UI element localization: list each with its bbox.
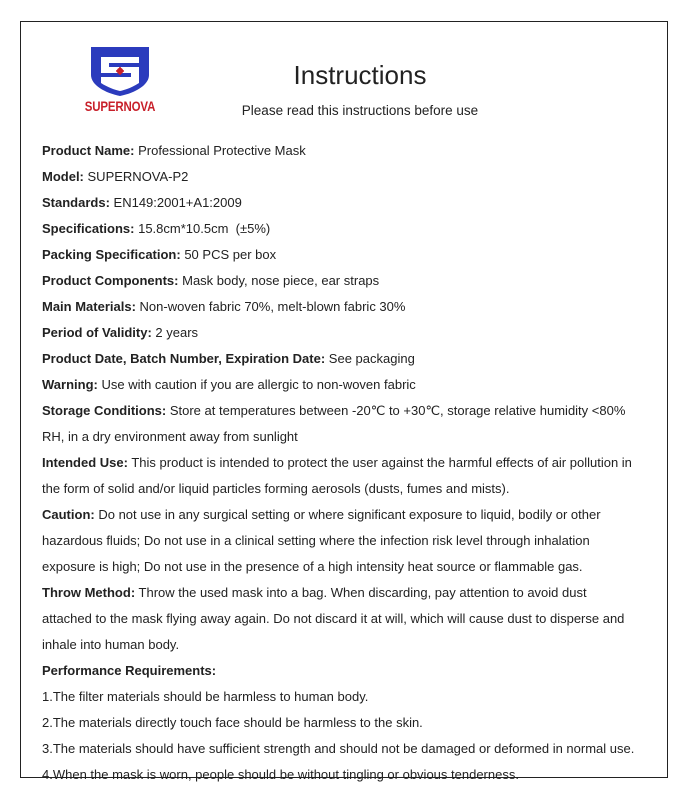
field-label: Standards:: [42, 195, 110, 210]
field-line: [42, 268, 662, 294]
field-value: 4.When the mask is worn, people should be without tingling or obvious tenderness.: [42, 767, 519, 782]
field-value: Mask body, nose piece, ear straps: [182, 273, 380, 288]
field-line: [42, 554, 662, 580]
field-line: [42, 216, 662, 242]
field-label: Product Date, Batch Number, Expiration Date:: [42, 351, 326, 366]
field-label: Main Materials:: [42, 299, 136, 314]
shield-s-icon: [87, 45, 153, 97]
field-line: [42, 632, 662, 658]
field-value: attached to the mask flying away again. Do not discard it at will, which will cause dust to disperse and: [42, 611, 625, 626]
field-label: Product Name:: [42, 143, 135, 158]
field-line: [42, 528, 662, 554]
field-value: Do not use in any surgical setting or where significant exposure to liquid, bodily or other: [98, 507, 601, 522]
field-line: [42, 710, 662, 736]
field-line: [42, 138, 662, 164]
field-label: Warning:: [42, 377, 98, 392]
field-label: Model:: [42, 169, 84, 184]
field-line: [42, 502, 662, 528]
field-label: Caution:: [42, 507, 95, 522]
field-value: Store at temperatures between -20℃ to +30℃, storage relative humidity <80%: [169, 403, 626, 418]
field-value: This product is intended to protect the user against the harmful effects of air pollution in: [131, 455, 632, 470]
field-line: [42, 320, 662, 346]
field-line: [42, 346, 662, 372]
instructions-body: [42, 138, 662, 788]
field-label: Performance Requirements:: [42, 663, 217, 678]
field-line: [42, 372, 662, 398]
field-label: Period of Validity:: [42, 325, 152, 340]
field-line: [42, 294, 662, 320]
field-label: Intended Use:: [42, 455, 128, 470]
field-line: [42, 450, 662, 476]
field-value: SUPERNOVA-P2: [87, 169, 189, 184]
field-value: 3.The materials should have sufficient strength and should not be damaged or deformed in normal use.: [42, 741, 635, 756]
logo: [70, 45, 170, 125]
field-line: [42, 398, 662, 424]
field-value: exposure is high; Do not use in the presence of a high intensity heat source or flammable gas.: [42, 559, 583, 574]
field-value: Professional Protective Mask: [138, 143, 306, 158]
field-line: [42, 476, 662, 502]
field-line: [42, 658, 662, 684]
field-line: [42, 762, 662, 788]
field-value: Throw the used mask into a bag. When discarding, pay attention to avoid dust: [138, 585, 587, 600]
field-value: Non-woven fabric 70%, melt-blown fabric 30%: [139, 299, 406, 314]
field-line: [42, 684, 662, 710]
field-value: 1.The filter materials should be harmless to human body.: [42, 689, 369, 704]
field-value: 2.The materials directly touch face should be harmless to the skin.: [42, 715, 423, 730]
field-label: Specifications:: [42, 221, 135, 236]
field-line: [42, 242, 662, 268]
field-value: hazardous fluids; Do not use in a clinical setting where the infection risk level through inhalation: [42, 533, 590, 548]
field-line: [42, 606, 662, 632]
page-subtitle: Please read this instructions before use: [241, 103, 479, 118]
field-value: EN149:2001+A1:2009: [113, 195, 242, 210]
field-value: See packaging: [328, 351, 415, 366]
page-title: Instructions: [293, 60, 427, 90]
brand-name: SUPERNOVA: [84, 98, 156, 114]
field-line: [42, 424, 662, 450]
field-line: [42, 580, 662, 606]
field-value: RH, in a dry environment away from sunlight: [42, 429, 298, 444]
field-label: Throw Method:: [42, 585, 136, 600]
field-label: Packing Specification:: [42, 247, 181, 262]
field-line: [42, 190, 662, 216]
field-line: [42, 164, 662, 190]
field-label: Storage Conditions:: [42, 403, 167, 418]
field-label: Product Components:: [42, 273, 179, 288]
field-value: 2 years: [155, 325, 199, 340]
field-value: the form of solid and/or liquid particles forming aerosols (dusts, fumes and mists).: [42, 481, 510, 496]
field-value: inhale into human body.: [42, 637, 180, 652]
field-value: Use with caution if you are allergic to non-woven fabric: [101, 377, 416, 392]
field-value: 50 PCS per box: [184, 247, 277, 262]
field-value: 15.8cm*10.5cm (±5%): [138, 221, 271, 236]
field-line: [42, 736, 662, 762]
